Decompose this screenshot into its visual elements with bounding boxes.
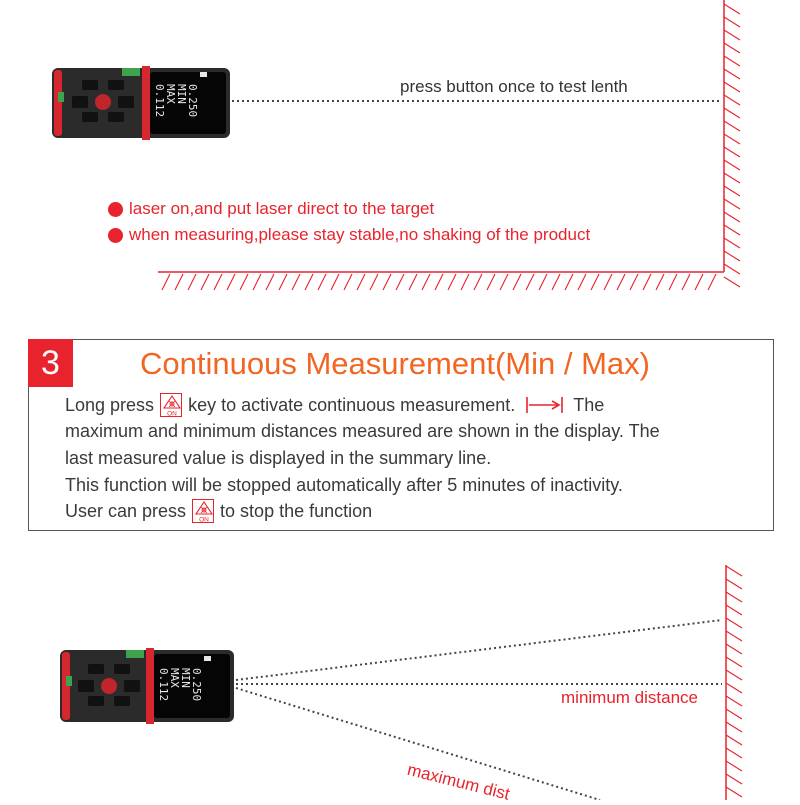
svg-text:ON: ON <box>167 410 177 418</box>
screen-readout-line: MAX <box>168 668 181 688</box>
screen-readout-line: 0.112 <box>153 84 166 118</box>
screen-readout-line: 0.250 <box>186 84 199 118</box>
press-button-instruction: press button once to test lenth <box>400 77 628 96</box>
red-bullet-icon <box>108 228 123 243</box>
battery-icon <box>204 656 211 661</box>
screen-readout-line: MIN <box>175 84 188 104</box>
minimum-distance-label: minimum distance <box>561 688 698 707</box>
top-floor <box>158 272 724 290</box>
line1-before: Long press <box>65 394 155 415</box>
maximum-distance-beam <box>236 688 600 800</box>
screen-readout-line: 0.112 <box>157 668 170 702</box>
red-bullet-icon <box>108 202 123 217</box>
panel-line-4: This function will be stopped automatically after 5 minutes of inactivity. <box>65 475 623 495</box>
laser-on-key-icon <box>192 499 214 523</box>
bullet-text: laser on,and put laser direct to the target <box>129 199 435 218</box>
bullet-text: when measuring,please stay stable,no shaking of the product <box>129 225 591 244</box>
line1-after: key to activate continuous measurement. <box>188 394 516 415</box>
line5-before: User can press <box>65 500 187 521</box>
screen-readout-line: 0.250 <box>190 668 203 702</box>
panel-line-1 <box>65 393 604 417</box>
screen-readout-line: MIN <box>179 668 192 688</box>
laser-meter-device-bottom <box>60 648 238 724</box>
line1-end: The <box>573 394 605 415</box>
laser-on-key-icon <box>160 393 182 417</box>
panel-line-2: maximum and minimum distances measured are shown in the display. The <box>65 421 660 441</box>
screen-readout-line: MAX <box>164 84 177 104</box>
panel-line-3: last measured value is displayed in the summary line. <box>65 448 492 468</box>
line5-after: to stop the function <box>220 500 373 521</box>
distance-arrow-icon <box>525 395 565 415</box>
step-number-badge: 3 <box>28 339 73 387</box>
bottom-wall <box>726 565 742 800</box>
battery-icon <box>200 72 207 77</box>
top-wall <box>724 0 740 287</box>
svg-text:ON: ON <box>199 516 209 524</box>
panel-line-5 <box>65 499 372 523</box>
bullet-stay-stable <box>108 225 590 245</box>
laser-meter-device-top <box>52 66 234 140</box>
bullet-laser-on <box>108 199 434 219</box>
maximum-distance-label: maximum dist <box>405 760 512 804</box>
panel-title: Continuous Measurement(Min / Max) <box>140 346 650 381</box>
upper-beam <box>236 620 722 680</box>
